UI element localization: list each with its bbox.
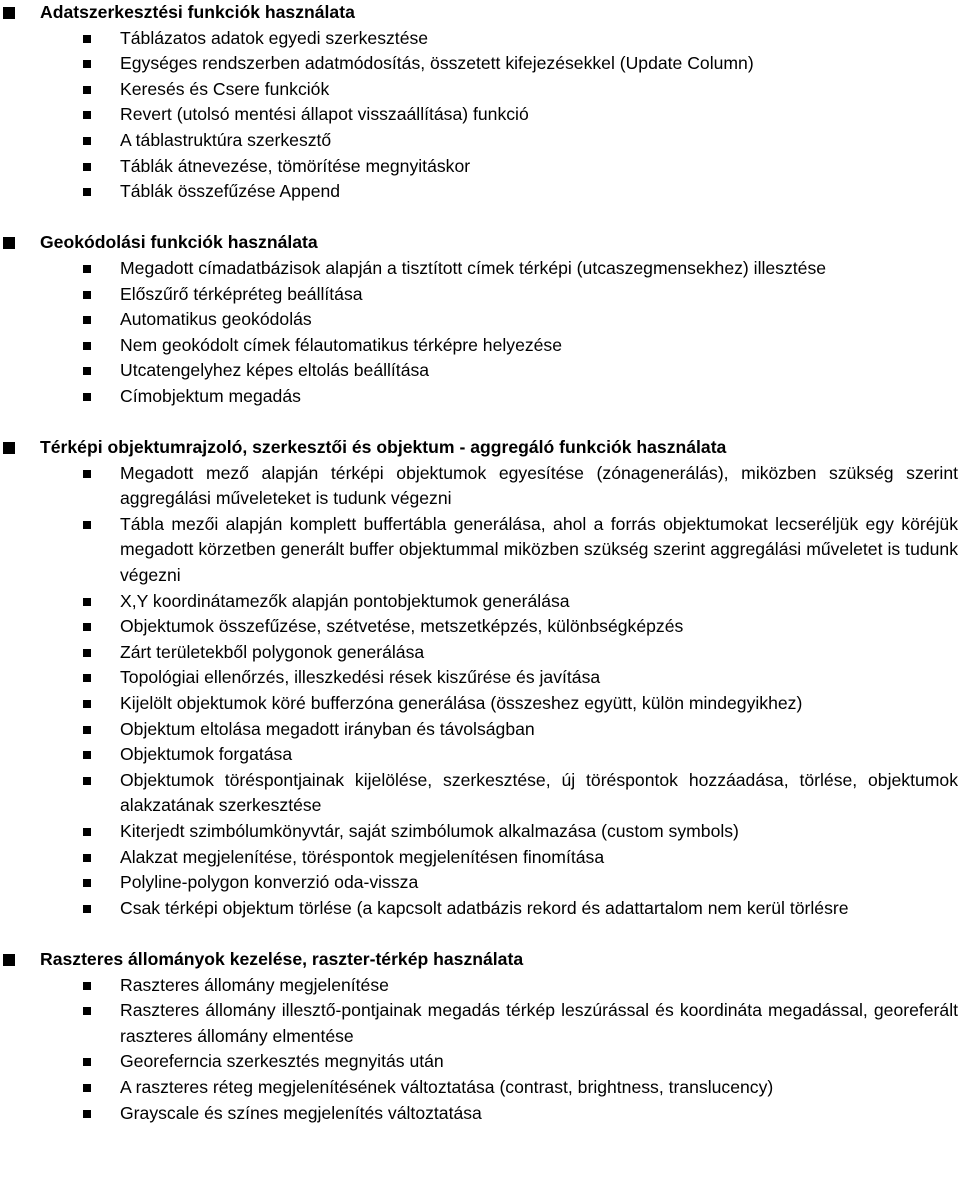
bullet-list: [0, 461, 960, 922]
list-item: [0, 282, 960, 308]
list-item: [0, 870, 960, 896]
list-item-text: Utcatengelyhez képes eltolás beállítása: [120, 360, 430, 381]
list-item-text: Polyline-polygon konverzió oda-vissza: [120, 872, 419, 893]
bullet-list: [0, 973, 960, 1127]
small-square-bullet-icon: [83, 291, 91, 299]
list-item-text: Megadott mező alapján térképi objektumok egyesítése (zónagenerálás), miközben szükség szerint aggregálási műveleteket is tudunk végezni: [120, 462, 958, 509]
small-square-bullet-icon: [83, 137, 91, 145]
small-square-bullet-icon: [83, 393, 91, 401]
list-item: [0, 179, 960, 205]
small-square-bullet-icon: [83, 1058, 91, 1066]
small-square-bullet-icon: [83, 111, 91, 119]
small-square-bullet-icon: [83, 854, 91, 862]
section: [0, 230, 960, 409]
small-square-bullet-icon: [83, 982, 91, 990]
list-item-text: Megadott címadatbázisok alapján a tisztított címek térképi (utcaszegmensekhez) illesztése: [120, 257, 827, 278]
small-square-bullet-icon: [83, 367, 91, 375]
list-item-text: Egységes rendszerben adatmódosítás, összetett kifejezésekkel (Update Column): [120, 53, 754, 74]
list-item: [0, 333, 960, 359]
section-title: Térképi objektumrajzoló, szerkesztői és objektum - aggregáló funkciók használata: [40, 437, 727, 458]
list-item: [0, 51, 960, 77]
list-item-text: Topológiai ellenőrzés, illeszkedési rések kiszűrése és javítása: [120, 667, 601, 688]
small-square-bullet-icon: [83, 649, 91, 657]
list-item: [0, 154, 960, 180]
list-item-text: Georeferncia szerkesztés megnyitás után: [120, 1051, 444, 1072]
list-item: [0, 358, 960, 384]
bullet-list: [0, 26, 960, 205]
list-item-text: Előszűrő térképréteg beállítása: [120, 283, 363, 304]
small-square-bullet-icon: [83, 265, 91, 273]
small-square-bullet-icon: [83, 1084, 91, 1092]
section-heading: [0, 0, 960, 26]
small-square-bullet-icon: [83, 188, 91, 196]
list-item: [0, 717, 960, 743]
small-square-bullet-icon: [83, 470, 91, 478]
list-item: [0, 665, 960, 691]
small-square-bullet-icon: [83, 521, 91, 529]
small-square-bullet-icon: [83, 700, 91, 708]
section-heading: [0, 230, 960, 256]
list-item-text: Revert (utolsó mentési állapot visszaállítása) funkció: [120, 104, 529, 125]
list-item-text: Raszteres állomány illesztő-pontjainak megadás térkép leszúrással és koordináta megadással, georeferált raszteres állomány elmentése: [120, 1000, 958, 1046]
list-item: [0, 461, 960, 512]
list-item: [0, 102, 960, 128]
list-item-text: A raszteres réteg megjelenítésének változtatása (contrast, brightness, translucency): [120, 1076, 774, 1097]
list-item: [0, 691, 960, 717]
small-square-bullet-icon: [83, 777, 91, 785]
list-item-text: Nem geokódolt címek félautomatikus térképre helyezése: [120, 334, 563, 355]
list-item: [0, 742, 960, 768]
small-square-bullet-icon: [83, 35, 91, 43]
list-item-text: Automatikus geokódolás: [120, 309, 312, 330]
list-item-text: Csak térképi objektum törlése (a kapcsolt adatbázis rekord és adattartalom nem kerül törlésre: [120, 897, 849, 918]
section: [0, 947, 960, 1126]
square-bullet-icon: [3, 237, 15, 249]
small-square-bullet-icon: [83, 598, 91, 606]
list-item: [0, 256, 960, 282]
list-item: [0, 1075, 960, 1101]
square-bullet-icon: [3, 7, 15, 19]
small-square-bullet-icon: [83, 623, 91, 631]
square-bullet-icon: [3, 442, 15, 454]
list-item: [0, 307, 960, 333]
section-title: Geokódolási funkciók használata: [40, 232, 318, 253]
list-item-text: Raszteres állomány megjelenítése: [120, 974, 389, 995]
square-bullet-icon: [3, 954, 15, 966]
list-item: [0, 819, 960, 845]
small-square-bullet-icon: [83, 316, 91, 324]
list-item-text: A táblastruktúra szerkesztő: [120, 129, 332, 150]
list-item-text: Táblák átnevezése, tömörítése megnyitáskor: [120, 155, 471, 176]
list-item: [0, 998, 960, 1049]
list-item-text: Objektumok töréspontjainak kijelölése, szerkesztése, új töréspontok hozzáadása, törlése, objektumok alakzatának szerkesztése: [120, 769, 958, 816]
list-item-text: Objektumok forgatása: [120, 744, 293, 765]
list-item: [0, 768, 960, 819]
list-item-text: X,Y koordinátamezők alapján pontobjektumok generálása: [120, 590, 570, 611]
list-item: [0, 1101, 960, 1127]
small-square-bullet-icon: [83, 879, 91, 887]
list-item: [0, 128, 960, 154]
list-item: [0, 845, 960, 871]
section-heading: [0, 947, 960, 973]
bullet-list: [0, 256, 960, 410]
small-square-bullet-icon: [83, 828, 91, 836]
small-square-bullet-icon: [83, 342, 91, 350]
list-item-text: Táblák összefűzése Append: [120, 181, 341, 202]
small-square-bullet-icon: [83, 163, 91, 171]
small-square-bullet-icon: [83, 1110, 91, 1118]
small-square-bullet-icon: [83, 751, 91, 759]
list-item: [0, 896, 960, 922]
section-title: Adatszerkesztési funkciók használata: [40, 2, 355, 22]
list-item-text: Kijelölt objektumok köré bufferzóna generálása (összeshez együtt, külön mindegyikhez): [120, 693, 803, 714]
list-item: [0, 512, 960, 589]
list-item: [0, 640, 960, 666]
list-item-text: Alakzat megjelenítése, töréspontok megjelenítésen finomítása: [120, 846, 605, 867]
list-item: [0, 1049, 960, 1075]
list-item-text: Címobjektum megadás: [120, 385, 301, 406]
list-item: [0, 26, 960, 52]
list-item-text: Zárt területekből polygonok generálása: [120, 641, 425, 662]
list-item-text: Keresés és Csere funkciók: [120, 78, 330, 99]
list-item: [0, 973, 960, 999]
small-square-bullet-icon: [83, 905, 91, 913]
list-item-text: Objektumok összefűzése, szétvetése, metszetképzés, különbségképzés: [120, 616, 684, 637]
list-item: [0, 384, 960, 410]
list-item-text: Táblázatos adatok egyedi szerkesztése: [120, 27, 429, 48]
small-square-bullet-icon: [83, 1007, 91, 1015]
small-square-bullet-icon: [83, 726, 91, 734]
list-item: [0, 614, 960, 640]
section-title: Raszteres állományok kezelése, raszter-térkép használata: [40, 948, 524, 969]
list-item-text: Kiterjedt szimbólumkönyvtár, saját szimbólumok alkalmazása (custom symbols): [120, 821, 739, 841]
small-square-bullet-icon: [83, 674, 91, 682]
list-item-text: Grayscale és színes megjelenítés változtatása: [120, 1102, 482, 1123]
section-heading: [0, 435, 960, 461]
list-item-text: Tábla mezői alapján komplett buffertábla generálása, ahol a forrás objektumokat lecseréljük egy köréjük megadott körzetben generált buffer objektummal miközben szükség szerint aggregálási műveletet is tudunk végezni: [120, 513, 958, 586]
list-item-text: Objektum eltolása megadott irányban és távolságban: [120, 718, 535, 739]
list-item: [0, 589, 960, 615]
list-item: [0, 77, 960, 103]
small-square-bullet-icon: [83, 86, 91, 94]
small-square-bullet-icon: [83, 60, 91, 68]
section: [0, 0, 960, 205]
section: [0, 435, 960, 921]
